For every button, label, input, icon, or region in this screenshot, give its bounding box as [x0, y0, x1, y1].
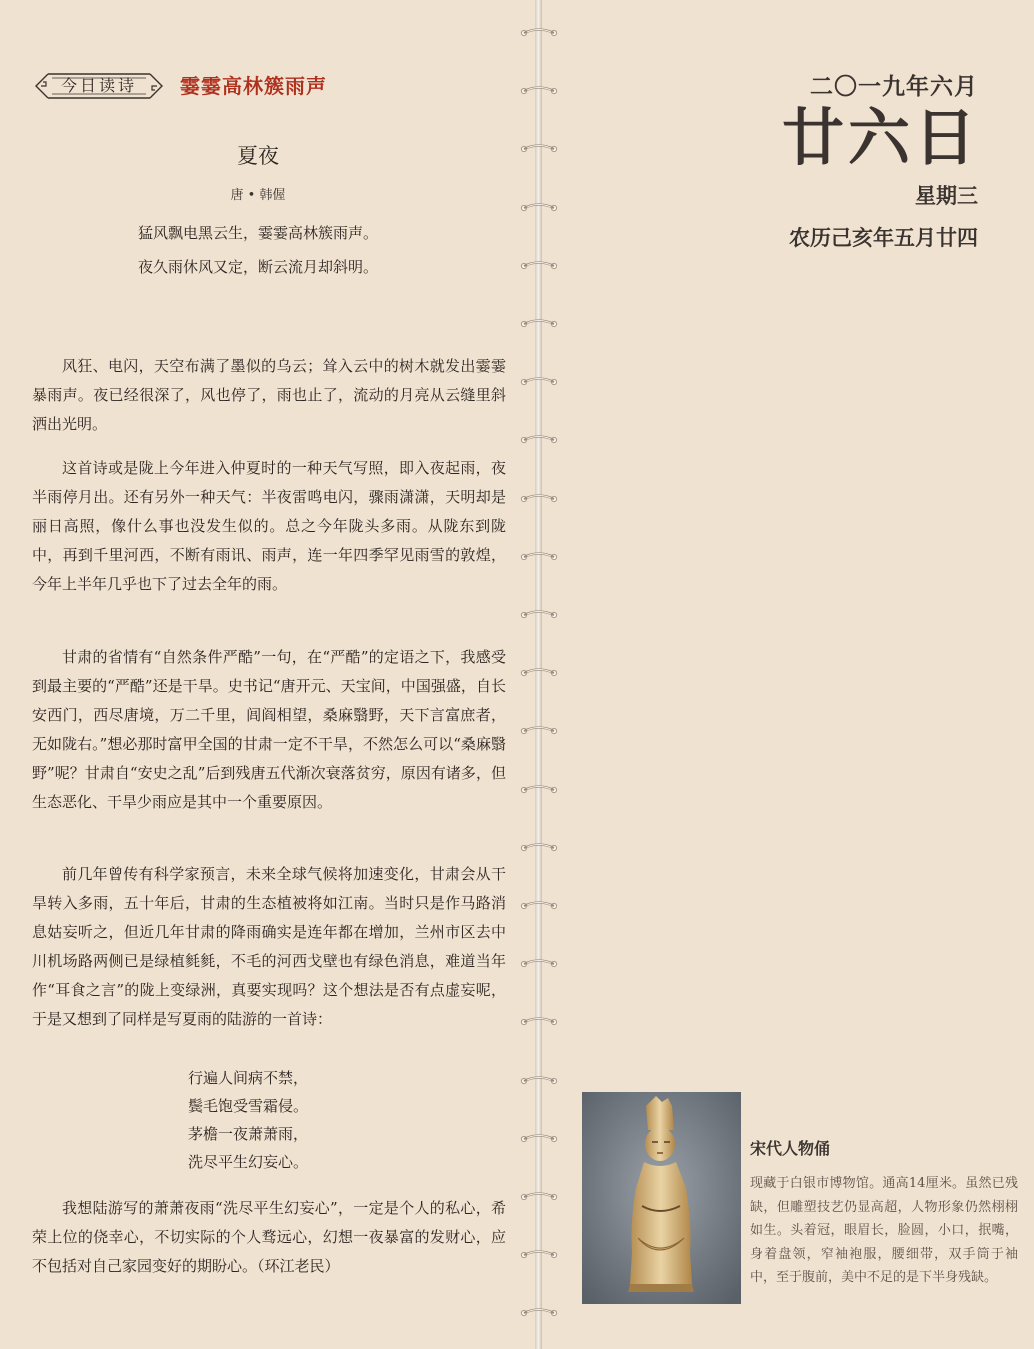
essay-paragraph: 风狂、电闪，天空布满了墨似的乌云；耸入云中的树木就发出霎霎暴雨声。夜已经很深了，风也停了，雨也止了，流动的月亮从云缝里斜洒出光明。	[32, 357, 506, 433]
poem-line: 猛风飘电黑云生，霎霎高林簇雨声。	[137, 224, 378, 242]
binder-ring-icon	[518, 201, 560, 213]
badge-label: 今日读诗	[60, 76, 137, 95]
binder-ring-icon	[518, 841, 560, 853]
figurine-image-icon	[582, 1092, 741, 1304]
binder-ring-icon	[518, 259, 560, 271]
essay-paragraph: 我想陆游写的萧萧夜雨“洗尽平生幻妄心”，一定是个人的私心，希荣上位的侥幸心，不切实际的个人骛远心，幻想一夜暴富的发财心，应不包括对自己家园变好的期盼心。（环江老民）	[32, 1199, 506, 1275]
binder-ring-icon	[518, 84, 560, 96]
binder-ring-icon	[518, 899, 560, 911]
essay-paragraph: 甘肃的省情有“自然条件严酷”一句，在“严酷”的定语之下，我感受到最主要的“严酷”还是干旱。史书记“唐开元、天宝间，中国强盛，自长安西门，西尽唐境，万二千里，闾阎相望，桑麻翳野，天下言富庶者，无如陇右。”想必那时富甲全国的甘肃一定不干旱，不然怎么可以“桑麻翳野”呢？甘肃自“安史之乱”后到残唐五代渐次衰落贫穷，原因有诸多，但生态恶化、干旱少雨应是其中一个重要原因。	[32, 648, 506, 811]
essay-paragraph: 前几年曾传有科学家预言，未来全球气候将加速变化，甘肃会从干旱转入多雨，五十年后，甘肃的生态植被将如江南。当时只是作马路消息姑妄听之，但近几年甘肃的降雨确实是连年都在增加，兰州市区去中川机场路两侧已是绿植毵毵，不毛的河西戈壁也有绿色消息，难道当年作“耳食之言”的陇上变绿洲，真要实现吗？这个想法是否有点虚妄呢，于是又想到了同样是写夏雨的陆游的一首诗：	[32, 865, 506, 1028]
binder-ring-icon	[518, 433, 560, 445]
artifact-photo	[582, 1092, 741, 1304]
verse-line: 行遍人间病不禁，	[188, 1069, 309, 1087]
poem-author: 唐 • 韩偓	[230, 188, 286, 203]
binder-ring-icon	[518, 1074, 560, 1086]
poem-line: 夜久雨休风又定，断云流月却斜明。	[137, 258, 378, 276]
binder-ring-icon	[518, 1015, 560, 1027]
poem-title: 夏夜	[237, 144, 279, 168]
date-lunar: 农历己亥年五月廿四	[789, 225, 978, 250]
verse-line: 茅檐一夜萧萧雨，	[188, 1125, 309, 1143]
binder-ring-icon	[518, 666, 560, 678]
binder-ring-icon	[518, 608, 560, 620]
date-year-month: 二〇一九年六月	[810, 73, 978, 100]
verse-line: 洗尽平生幻妄心。	[188, 1153, 309, 1171]
today-poem-badge	[32, 70, 166, 102]
binder-ring-icon	[518, 724, 560, 736]
featured-line: 霎霎高林簇雨声	[180, 74, 327, 98]
binder-ring-icon	[518, 783, 560, 795]
binder-ring-icon	[518, 550, 560, 562]
artifact-title: 宋代人物俑	[750, 1139, 831, 1158]
binder-ring-icon	[518, 492, 560, 504]
date-day: 廿六日	[781, 101, 980, 174]
binder-ring-icon	[518, 142, 560, 154]
binding-rings	[516, 0, 562, 1349]
essay-paragraph: 这首诗或是陇上今年进入仲夏时的一种天气写照，即入夜起雨，夜半雨停月出。还有另外一种天气：半夜雷鸣电闪，骤雨潇潇，天明却是丽日高照，像什么事也没发生似的。总之今年陇头多雨。从陇东到陇中，再到千里河西，不断有雨讯、雨声，连一年四季罕见雨雪的敦煌，今年上半年几乎也下了过去全年的雨。	[32, 459, 506, 593]
binder-ring-icon	[518, 1190, 560, 1202]
binder-ring-icon	[518, 317, 560, 329]
binder-ring-icon	[518, 375, 560, 387]
binder-ring-icon	[518, 1248, 560, 1260]
artifact-description: 现藏于白银市博物馆。通高14厘米。虽然已残缺，但雕塑技艺仍显高超，人物形象仍然栩栩如生。头着冠，眼眉长，脸圆，小口，抿嘴，身着盘领，窄袖袍服，腰细带，双手筒于袖中，至于腹前，美中不足的是下半身残缺。	[750, 1176, 1018, 1285]
binder-ring-icon	[518, 1132, 560, 1144]
binder-ring-icon	[518, 26, 560, 38]
verse-line: 鬓毛饱受雪霜侵。	[188, 1097, 309, 1115]
binder-ring-icon	[518, 957, 560, 969]
date-weekday: 星期三	[915, 183, 978, 208]
binder-ring-icon	[518, 1306, 560, 1318]
